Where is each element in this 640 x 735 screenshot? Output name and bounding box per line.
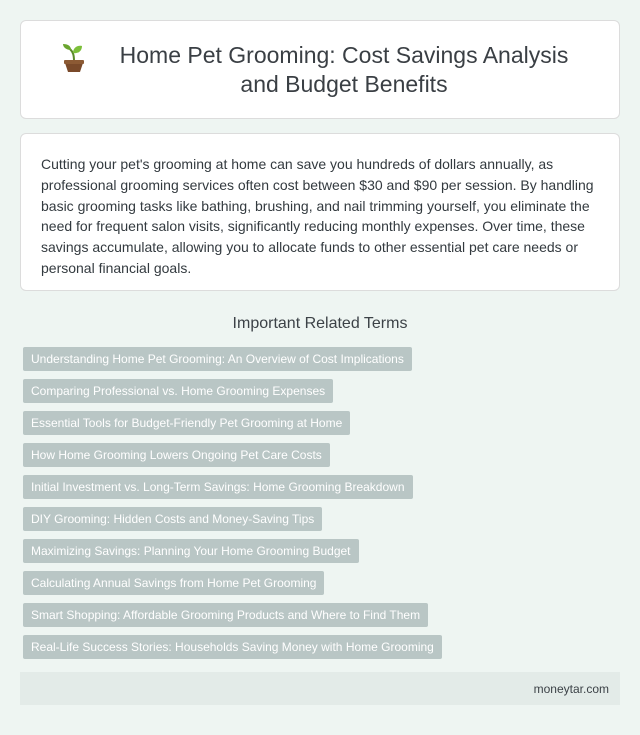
title-wrap [21,41,619,99]
related-term-tag[interactable]: How Home Grooming Lowers Ongoing Pet Care Costs [23,443,330,467]
related-terms-list [20,347,620,659]
sprout-icon [61,43,87,73]
related-term-tag[interactable]: Initial Investment vs. Long-Term Savings: Home Grooming Breakdown [23,475,413,499]
footer-site-link[interactable]: moneytar.com [533,681,609,696]
related-term-tag[interactable]: Comparing Professional vs. Home Grooming Expenses [23,379,333,403]
related-term-tag[interactable]: Calculating Annual Savings from Home Pet Grooming [23,571,324,595]
related-term-tag[interactable]: Understanding Home Pet Grooming: An Overview of Cost Implications [23,347,412,371]
page-title: Home Pet Grooming: Cost Savings Analysis and Budget Benefits [119,41,569,97]
footer-bar [20,672,620,705]
related-term-tag[interactable]: Maximizing Savings: Planning Your Home Grooming Budget [23,539,359,563]
related-term-tag[interactable]: Essential Tools for Budget-Friendly Pet Grooming at Home [23,411,350,435]
intro-paragraph: Cutting your pet's grooming at home can save you hundreds of dollars annually, as professional grooming services often cost between $30 and $90 per session. By handling basic grooming tasks like bathing, brushing, and nail trimming yourself, you eliminate the need for frequent salon visits, significantly reducing monthly expenses. Over time, these savings accumulate, allowing you to allocate funds to other essential pet care needs or personal financial goals. [41,156,594,276]
related-term-tag[interactable]: Real-Life Success Stories: Households Saving Money with Home Grooming [23,635,442,659]
related-term-tag[interactable]: DIY Grooming: Hidden Costs and Money-Saving Tips [23,507,322,531]
header-card [20,20,620,119]
intro-card [20,133,620,291]
related-terms-heading: Important Related Terms [232,315,408,332]
related-term-tag[interactable]: Smart Shopping: Affordable Grooming Products and Where to Find Them [23,603,428,627]
